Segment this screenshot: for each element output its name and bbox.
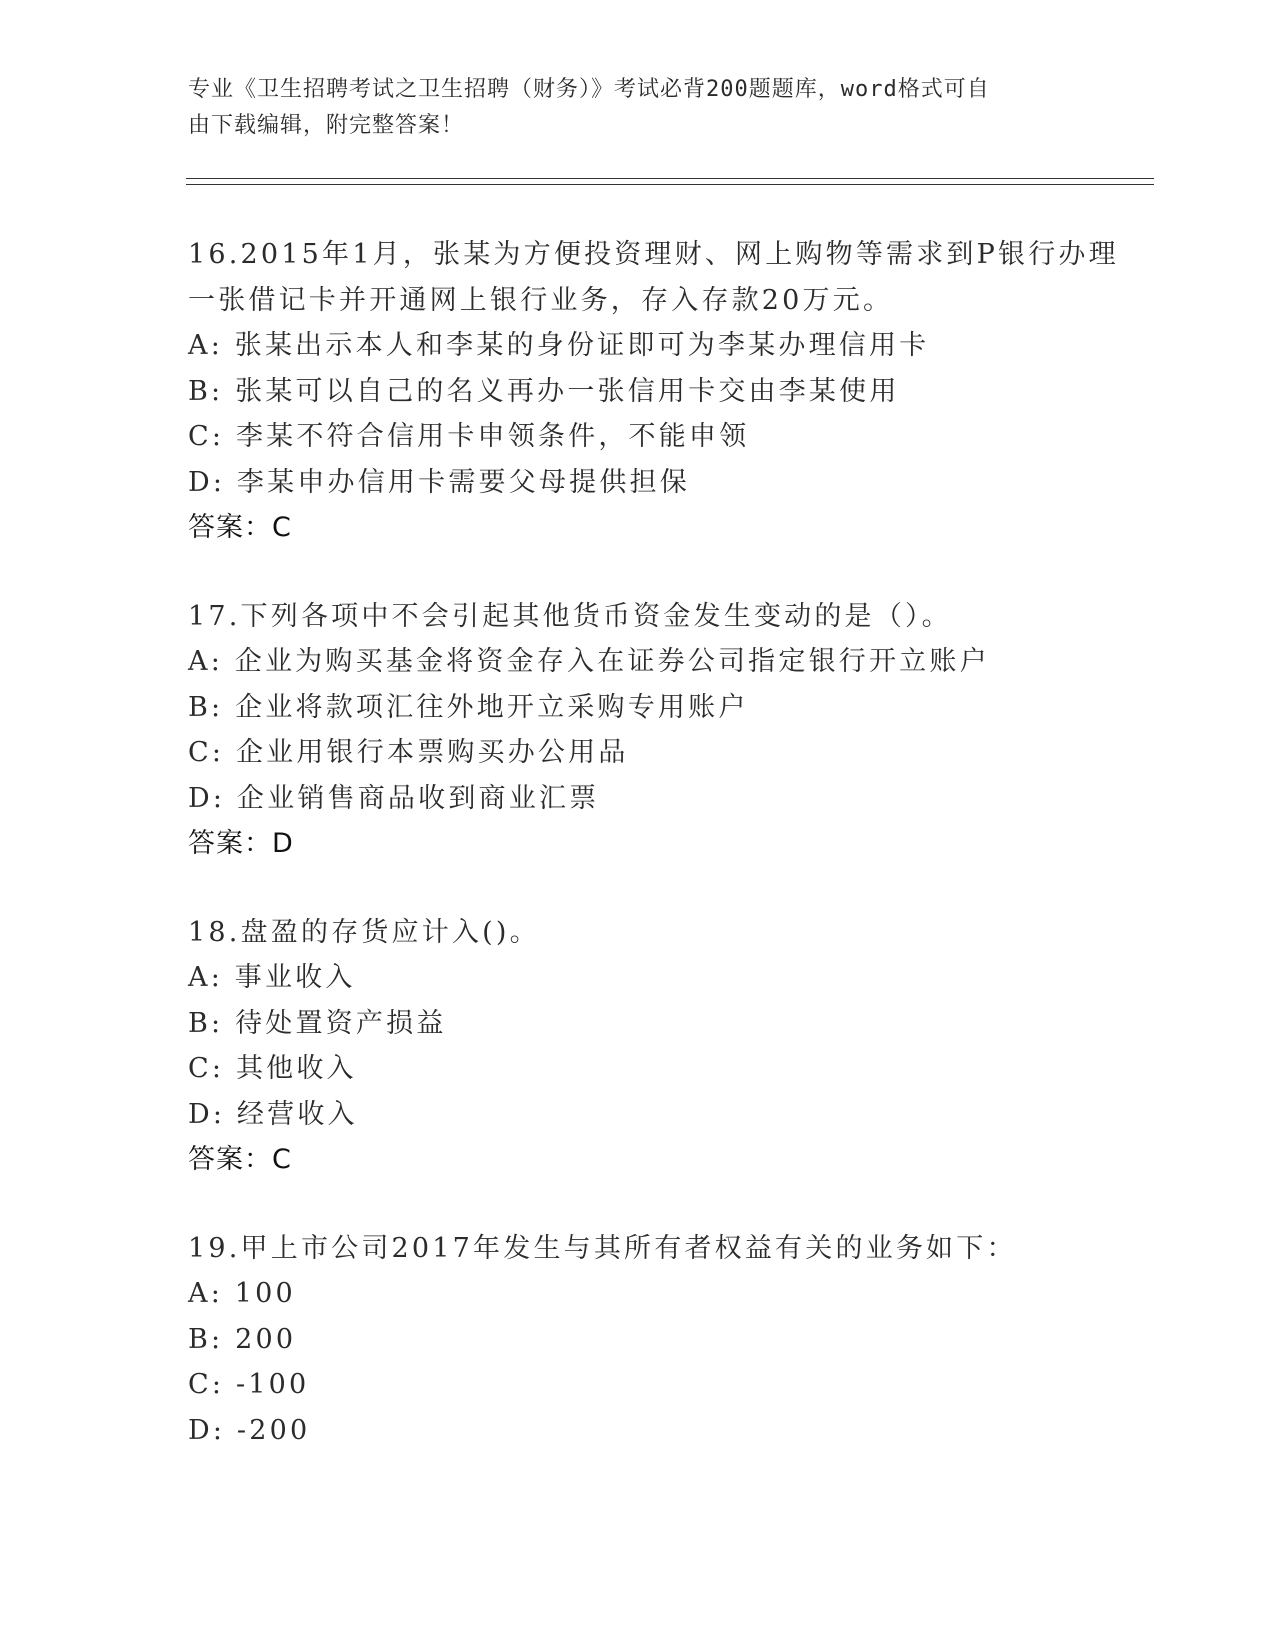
option-d: D: 企业销售商品收到商业汇票 (188, 782, 600, 814)
option-b: B: 张某可以自己的名义再办一张信用卡交由李某使用 (188, 375, 900, 407)
option-d: D: -200 (188, 1414, 311, 1446)
question-stem: 18.盘盈的存货应计入()。 (188, 916, 540, 948)
option-a: A: 100 (188, 1278, 296, 1309)
question-stem: 17.下列各项中不会引起其他货币资金发生变动的是（）。 (188, 600, 952, 632)
question-stem: 16.2015年1月，张某为方便投资理财、网上购物等需求到P银行办理 (188, 239, 1119, 270)
question-16 (188, 232, 1148, 551)
option-c: C: -100 (188, 1369, 310, 1400)
option-a: A: 事业收入 (188, 962, 356, 993)
option-b: B: 200 (188, 1323, 297, 1355)
option-a: A: 张某出示本人和李某的身份证即可为李某办理信用卡 (188, 330, 930, 361)
option-c: C: 李某不符合信用卡申领条件，不能申领 (188, 421, 750, 452)
question-stem: 19.甲上市公司2017年发生与其所有者权益有关的业务如下： (188, 1232, 1017, 1264)
option-b: B: 待处置资产损益 (188, 1007, 447, 1039)
option-d: D: 李某申办信用卡需要父母提供担保 (188, 466, 690, 498)
header-line: 由下载编辑，附完整答案！ (188, 113, 465, 138)
answer-label: 答案：C (188, 512, 292, 543)
question-19 (188, 1226, 1148, 1454)
answer-label: 答案：D (188, 828, 294, 859)
question-stem: 一张借记卡并开通网上银行业务，存入存款20万元。 (188, 284, 894, 316)
header-divider (186, 178, 1154, 185)
document-header (188, 72, 1068, 144)
question-17 (188, 594, 1148, 867)
option-a: A: 企业为购买基金将资金存入在证券公司指定银行开立账户 (188, 646, 990, 677)
header-line: 专业《卫生招聘考试之卫生招聘（财务）》考试必背200题题库，word格式可自 (188, 77, 990, 102)
question-18 (188, 910, 1148, 1183)
option-b: B: 企业将款项汇往外地开立采购专用账户 (188, 691, 749, 723)
option-d: D: 经营收入 (188, 1098, 358, 1130)
option-c: C: 其他收入 (188, 1053, 357, 1084)
question-list (188, 232, 1148, 1496)
answer-label: 答案：C (188, 1144, 292, 1175)
option-c: C: 企业用银行本票购买办公用品 (188, 737, 629, 768)
